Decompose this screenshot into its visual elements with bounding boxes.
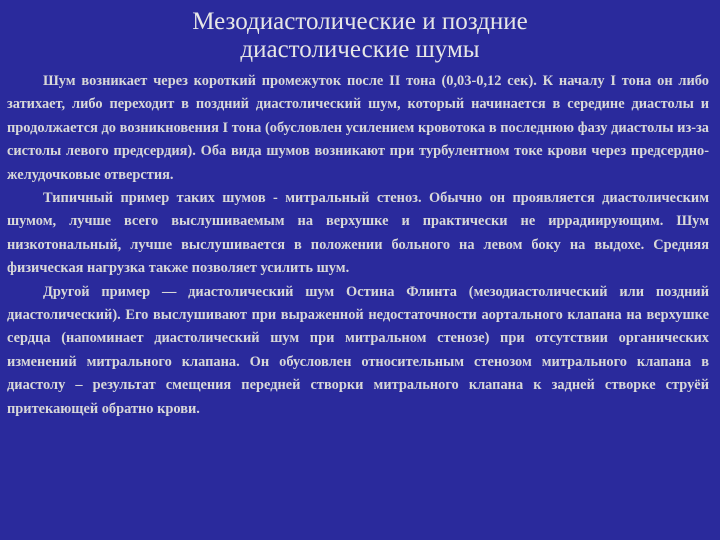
title-line-1: Мезодиастолические и поздние [192, 8, 528, 35]
slide-body [7, 70, 709, 421]
slide-title [150, 8, 570, 64]
paragraph-3: Другой пример — диастолический шум Остина Флинта (мезодиастолический или поздний диастолический). Его выслушивают при выраженной недостаточности аортального клапана на верхушке сердца (напоминает диастолический шум при митральном стенозе) при отсутствии органических изменений митрального клапана. Он обусловлен относительным стенозом митрального клапана в диастолу – результат смещения передней створки митрального клапана к задней створке струёй притекающей обратно крови. [7, 283, 709, 417]
paragraph-2: Типичный пример таких шумов - митральный стеноз. Обычно он проявляется диастолическим шумом, лучше всего выслушиваемым на верхушке и практически не иррадиирующим. Шум низкотональный, лучше выслушивается в положении больного на левом боку на выдохе. Средняя физическая нагрузка также позволяет усилить шум. [7, 190, 709, 277]
paragraph-1: Шум возникает через короткий промежуток после II тона (0,03-0,12 сек). К началу I тона он либо затихает, либо переходит в поздний диастолический шум, который начинается в середине диастолы и продолжается до возникновения I тона (обусловлен усилением кровотока в последнюю фазу диастолы из-за систолы левого предсердия). Оба вида шумов возникают при турбулентном токе крови через предсердно-желудочковые отверстия. [7, 73, 709, 183]
title-line-2: диастолические шумы [240, 36, 480, 63]
